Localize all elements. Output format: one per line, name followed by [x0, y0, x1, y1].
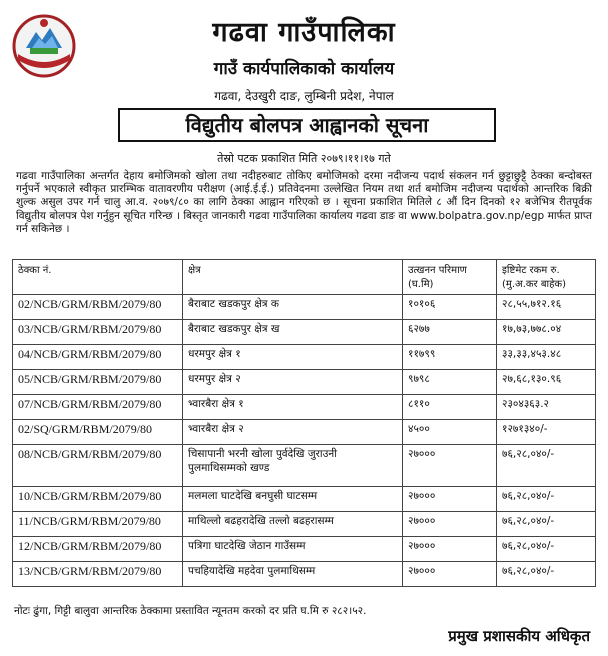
- table-row: [13, 562, 596, 587]
- cell-estimate: ३३,३३,४५३.४८: [497, 345, 596, 370]
- cell-area: पत्रिगा घाटदेखि जेठान गाउँसम्म: [183, 537, 403, 562]
- cell-quantity: २७०००: [403, 562, 497, 587]
- header-quantity-line1: उत्खनन परिमाण: [408, 265, 467, 276]
- cell-contract: 04/NCB/GRM/RBM/2079/80: [13, 345, 183, 370]
- cell-area: धरमपुर क्षेत्र १: [183, 345, 403, 370]
- cell-quantity: ८११०: [403, 395, 497, 420]
- cell-quantity: २७०००: [403, 445, 497, 487]
- cell-contract: 02/SQ/GRM/RBM/2079/80: [13, 420, 183, 445]
- signature: प्रमुख प्रशासकीय अधिकृत: [448, 627, 590, 645]
- table-row: [13, 395, 596, 420]
- cell-area: बैराबाट खडकपुर क्षेत्र ख: [183, 320, 403, 345]
- cell-estimate: २३०४३६३.२: [497, 395, 596, 420]
- cell-estimate: २७,६८,१३०.९६: [497, 370, 596, 395]
- table-row: [13, 537, 596, 562]
- cell-contract: 13/NCB/GRM/RBM/2079/80: [13, 562, 183, 587]
- office-address: गढवा, देउखुरी दाङ, लुम्बिनी प्रदेश, नेपाल: [214, 89, 394, 103]
- notice-body: गढवा गाउँपालिका अन्तर्गत देहाय बमोजिमको खोला तथा नदीहरुबाट तोकिए बमोजिमको दरमा नदीजन्य पदार्थ संकलन गर्न छुट्टाछुट्टै ठेक्का बन्दोबस्त गर्नुपर्ने भएकाले स्वीकृत प्रारम्भिक वातावरणीय परीक्षण (आई.ई.ई.) प्रतिवेदनमा उल्लेखित नियम तथा शर्त बमोजिम नदीजन्य पदार्थको आन्तरिक बिक्री शुल्क असुल उपर गर्न चालु आ.व. २०७९/८० का लागि ठेक्का आह्वान गरिएको छ । सूचना प्रकाशित मितिले ८ औं दिन दिनको १२ बजेभित्र रीतपूर्वक विद्युतीय बोलपत्र पेश गर्नुहुन सूचित गरिन्छ । बिस्तृत जानकारी गढवा गाउँपालिका कार्यालय गढवा डाङ वा www.bolpatra.gov.np/egp मार्फत प्राप्त गर्न सकिनेछ ।: [16, 170, 592, 235]
- cell-contract: 10/NCB/GRM/RBM/2079/80: [13, 487, 183, 512]
- header-estimate: [497, 260, 596, 295]
- office-subtitle: गाउँ कार्यपालिकाको कार्यालय: [213, 59, 395, 79]
- cell-estimate: ७६,२८,०४०/-: [497, 512, 596, 537]
- table-row: [13, 487, 596, 512]
- cell-estimate: ७६,२८,०४०/-: [497, 562, 596, 587]
- cell-contract: 12/NCB/GRM/RBM/2079/80: [13, 537, 183, 562]
- footer-note: नोटः ढुंगा, गिट्टी बालुवा आन्तरिक ठेक्कामा प्रस्तावित न्यूनतम करको दर प्रति घ.मि रु २८२।५२.: [14, 605, 367, 617]
- cell-area: मलमला घाटदेखि बनघुसी घाटसम्म: [183, 487, 403, 512]
- table-row: [13, 345, 596, 370]
- cell-area: धरमपुर क्षेत्र २: [183, 370, 403, 395]
- cell-area: भ्वारबैरा क्षेत्र २: [183, 420, 403, 445]
- notice-banner: विद्युतीय बोलपत्र आह्वानको सूचना: [118, 108, 496, 142]
- table-row: [13, 445, 596, 487]
- cell-quantity: ६२७७: [403, 320, 497, 345]
- table-body: [13, 295, 596, 587]
- table-row: [13, 512, 596, 537]
- cell-estimate: ७६,२८,०४०/-: [497, 487, 596, 512]
- header-area: क्षेत्र: [183, 260, 403, 295]
- cell-quantity: ११७९९: [403, 345, 497, 370]
- header-quantity-line2: (घ.मि): [408, 279, 434, 290]
- cell-area: चिसापानी भरनी खोला पुर्वदेखि जुराउनी पुलमाथिसम्मको खण्ड: [183, 445, 403, 487]
- table-row: [13, 295, 596, 320]
- table-row: [13, 370, 596, 395]
- cell-estimate: ७६,२८,०४०/-: [497, 445, 596, 487]
- cell-contract: 02/NCB/GRM/RBM/2079/80: [13, 295, 183, 320]
- cell-quantity: २७०००: [403, 487, 497, 512]
- cell-contract: 11/NCB/GRM/RBM/2079/80: [13, 512, 183, 537]
- header-quantity: [403, 260, 497, 295]
- cell-contract: 03/NCB/GRM/RBM/2079/80: [13, 320, 183, 345]
- cell-estimate: ७६,२८,०४०/-: [497, 537, 596, 562]
- cell-quantity: १०१०६: [403, 295, 497, 320]
- header-estimate-line1: इष्टिमेट रकम रु.: [502, 265, 560, 276]
- cell-quantity: २७०००: [403, 512, 497, 537]
- cell-quantity: ४५००: [403, 420, 497, 445]
- cell-quantity: २७०००: [403, 537, 497, 562]
- cell-estimate: १७,७३,७७८.०४: [497, 320, 596, 345]
- cell-contract: 08/NCB/GRM/RBM/2079/80: [13, 445, 183, 487]
- tender-table: [12, 259, 596, 587]
- cell-area: माथिल्लो बढहरादेखि तल्लो बढहरासम्म: [183, 512, 403, 537]
- cell-estimate: १२७१३४०/-: [497, 420, 596, 445]
- cell-area: पचहियादेखि महदेवा पुलमाथिसम्म: [183, 562, 403, 587]
- table-row: [13, 420, 596, 445]
- cell-contract: 07/NCB/GRM/RBM/2079/80: [13, 395, 183, 420]
- table-header-row: [13, 260, 596, 295]
- header-estimate-line2: (मु.अ.कर बाहेक): [502, 279, 567, 290]
- cell-area: भ्वारबैरा क्षेत्र १: [183, 395, 403, 420]
- municipality-title: गढवा गाउँपालिका: [212, 17, 396, 48]
- publish-date: तेस्रो पटक प्रकाशित मिति २०७९।११।१७ गते: [217, 152, 391, 165]
- header-contract: ठेक्का नं.: [13, 260, 183, 295]
- cell-estimate: २८,५५,७१२.१६: [497, 295, 596, 320]
- cell-quantity: ९७९८: [403, 370, 497, 395]
- table-row: [13, 320, 596, 345]
- cell-area: बैराबाट खडकपुर क्षेत्र क: [183, 295, 403, 320]
- cell-contract: 05/NCB/GRM/RBM/2079/80: [13, 370, 183, 395]
